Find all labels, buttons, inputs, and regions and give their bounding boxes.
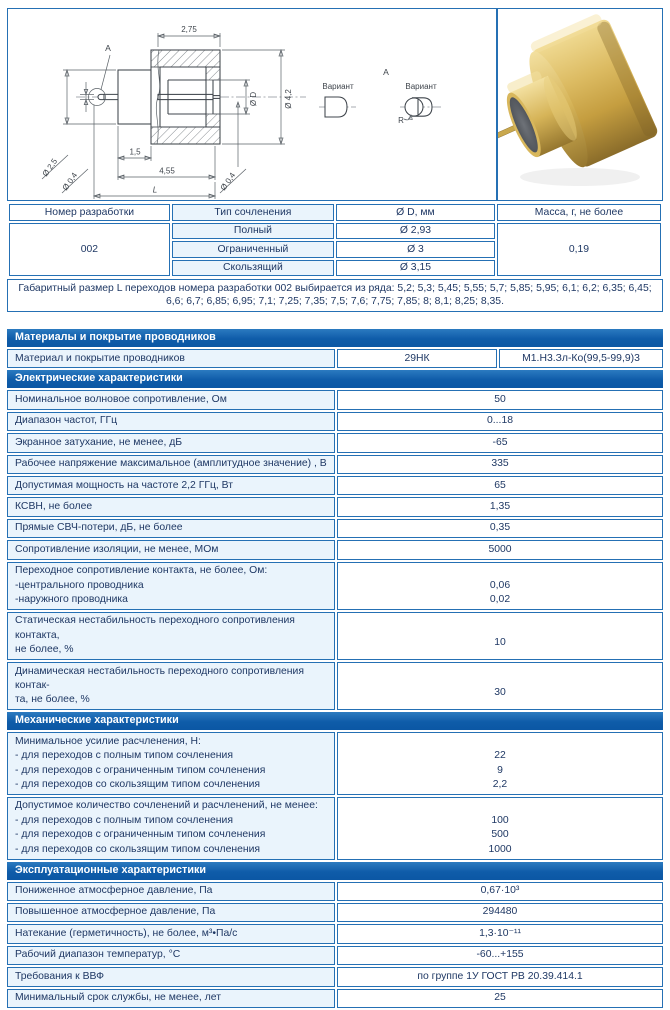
spec-row bbox=[7, 497, 663, 516]
spec-label-line: -наружного проводника bbox=[15, 593, 128, 605]
spec-label bbox=[7, 476, 335, 495]
spec-value-line bbox=[345, 564, 655, 578]
spec-label-line: не более, % bbox=[15, 644, 74, 656]
spec-label-line: Номинальное волновое сопротивление, Ом bbox=[15, 393, 227, 405]
spec-label-line: Материал и покрытие проводников bbox=[15, 352, 185, 364]
spec-value-cell: 29НК bbox=[337, 349, 497, 368]
spec-value bbox=[337, 946, 663, 965]
spec-value bbox=[337, 967, 663, 986]
section-header: Электрические характеристики bbox=[7, 370, 663, 388]
spec-label-line: Динамическая нестабильность переходного сопротивления контак- bbox=[15, 665, 304, 691]
dim-dia-04-right: Ø 0,4 bbox=[218, 170, 238, 193]
spec-value-line: 500 bbox=[491, 829, 509, 841]
spec-row bbox=[7, 903, 663, 922]
spec-value-line: 5000 bbox=[488, 543, 512, 555]
spec-label bbox=[7, 662, 335, 710]
connector-photo bbox=[498, 9, 662, 199]
coupling-type-cell: Полный bbox=[172, 223, 334, 240]
spec-label bbox=[7, 732, 335, 795]
dim-dia-25: Ø 2,5 bbox=[40, 156, 60, 179]
diameter-cell: Ø 3,15 bbox=[336, 260, 495, 277]
spec-label bbox=[7, 390, 335, 409]
spec-value-line: 1,35 bbox=[489, 500, 511, 512]
spec-value bbox=[337, 797, 663, 860]
spec-label-line: КСВН, не более bbox=[15, 500, 93, 512]
spec-value bbox=[337, 455, 663, 474]
spec-row bbox=[7, 412, 663, 431]
spec-value-line: 0...18 bbox=[487, 415, 513, 427]
spec-value-line bbox=[345, 622, 655, 636]
spec-value-line: 0,02 bbox=[489, 593, 511, 605]
spec-label-line: Допустимая мощность на частоте 2,2 ГГц, Вт bbox=[15, 479, 234, 491]
spec-value-line: -65 bbox=[492, 436, 508, 448]
variant2-label: Вариант bbox=[405, 82, 437, 91]
view-a-label: А bbox=[383, 67, 389, 77]
dim-l: L bbox=[152, 185, 158, 195]
spec-label-line: Требования к ВВФ bbox=[15, 970, 105, 982]
spec-label bbox=[7, 882, 335, 901]
spec-label bbox=[7, 903, 335, 922]
spec-value-line: 65 bbox=[494, 479, 506, 491]
spec-value-line: 2,2 bbox=[492, 779, 508, 791]
spec-row bbox=[7, 612, 663, 660]
note-line-1: Габаритный размер L переходов номера разработки 002 выбирается из ряда: 5,2; 5,3; 5,45; 5,55; 5,7; 5,85; 5,95; 6,1; 6,2; 6,35; 6,45; bbox=[18, 283, 652, 294]
coupling-type-cell: Скользящий bbox=[172, 260, 334, 277]
spec-label bbox=[7, 967, 335, 986]
spec-label-line: Допустимое количество сочленений и расчленений, не менее: bbox=[15, 800, 318, 812]
spec-row bbox=[7, 882, 663, 901]
spec-label-line: Экранное затухание, не менее, дБ bbox=[15, 436, 183, 448]
spec-value bbox=[337, 662, 663, 710]
spec-label bbox=[7, 540, 335, 559]
spec-row bbox=[7, 989, 663, 1008]
spec-label bbox=[7, 562, 335, 610]
spec-value-line: 10 bbox=[494, 636, 506, 648]
spec-label-line: Сопротивление изоляции, не менее, МОм bbox=[15, 543, 219, 555]
spec-row bbox=[7, 540, 663, 559]
spec-value-cell: М1.Н3.Зл-Ко(99,5-99,9)3 bbox=[499, 349, 663, 368]
dim-dia-d: Ø D bbox=[249, 91, 258, 107]
spec-label-line: Минимальное усилие расчленения, Н: bbox=[15, 735, 201, 747]
section-header: Эксплуатационные характеристики bbox=[7, 862, 663, 880]
summary-header-cell: Масса, г, не более bbox=[497, 204, 661, 221]
spec-value-line: 1,3·10⁻¹¹ bbox=[479, 927, 521, 939]
spec-label-line: Переходное сопротивление контакта, не более, Ом: bbox=[15, 565, 268, 577]
spec-value bbox=[337, 497, 663, 516]
spec-label-line: Прямые СВЧ-потери, дБ, не более bbox=[15, 522, 183, 534]
spec-label-line: Рабочий диапазон температур, °С bbox=[15, 949, 181, 961]
dim-275: 2,75 bbox=[181, 25, 197, 34]
spec-value-line: 30 bbox=[494, 687, 506, 699]
spec-label-line: -центрального проводника bbox=[15, 579, 144, 591]
spec-label-line: Натекание (герметичность), не более, м³•Па/с bbox=[15, 927, 238, 939]
spec-value-line bbox=[345, 799, 655, 813]
spec-label bbox=[7, 412, 335, 431]
spec-value bbox=[337, 882, 663, 901]
radius-label: R bbox=[398, 116, 404, 125]
spec-value bbox=[337, 612, 663, 660]
spec-label bbox=[7, 433, 335, 452]
spec-value-line bbox=[345, 735, 655, 749]
drawing-box bbox=[7, 8, 663, 201]
spec-row bbox=[7, 349, 663, 368]
note-box bbox=[7, 279, 663, 312]
spec-row bbox=[7, 924, 663, 943]
spec-sections bbox=[7, 329, 663, 1008]
spec-value bbox=[337, 903, 663, 922]
section-header: Механические характеристики bbox=[7, 712, 663, 730]
spec-row bbox=[7, 433, 663, 452]
diameter-cell: Ø 2,93 bbox=[336, 223, 495, 240]
spec-value-line: 9 bbox=[497, 764, 503, 776]
spec-value-line: 22 bbox=[494, 750, 506, 762]
spec-label-line: Диапазон частот, ГГц bbox=[15, 415, 118, 427]
section-header: Материалы и покрытие проводников bbox=[7, 329, 663, 347]
spec-value bbox=[337, 562, 663, 610]
spec-row bbox=[7, 797, 663, 860]
spec-label-line: - для переходов с ограниченным типом сочленения bbox=[15, 829, 266, 841]
spec-label-line: - для переходов со скользящим типом сочленения bbox=[15, 843, 261, 855]
spec-label bbox=[7, 797, 335, 860]
spec-row bbox=[7, 562, 663, 610]
datasheet-content bbox=[7, 8, 663, 1010]
spec-value-line: 25 bbox=[494, 992, 506, 1004]
spec-value-line: 0,35 bbox=[489, 522, 511, 534]
spec-label-line: Статическая нестабильность переходного сопротивления контакта, bbox=[15, 615, 295, 641]
spec-value-line: 100 bbox=[491, 814, 509, 826]
spec-row bbox=[7, 455, 663, 474]
spec-value bbox=[337, 924, 663, 943]
summary-header-cell: Тип сочленения bbox=[172, 204, 334, 221]
spec-value-line: -60...+155 bbox=[476, 949, 524, 961]
spec-label bbox=[7, 946, 335, 965]
dim-dia-42: Ø 4,2 bbox=[284, 89, 293, 109]
spec-label-line: Рабочее напряжение максимальное (амплитудное значение) , В bbox=[15, 458, 327, 470]
spec-value bbox=[337, 433, 663, 452]
spec-value-line: 335 bbox=[491, 458, 509, 470]
spec-value bbox=[337, 476, 663, 495]
dim-455: 4,55 bbox=[159, 166, 175, 176]
spec-label bbox=[7, 612, 335, 660]
spec-value bbox=[337, 412, 663, 431]
spec-value bbox=[337, 540, 663, 559]
dev-number-cell: 002 bbox=[9, 223, 170, 277]
spec-row bbox=[7, 946, 663, 965]
spec-label bbox=[7, 349, 335, 368]
spec-value-line: 0,06 bbox=[489, 579, 511, 591]
spec-value-line: 50 bbox=[494, 393, 506, 405]
spec-label-line: - для переходов с ограниченным типом сочленения bbox=[15, 764, 266, 776]
summary-header-cell: Ø D, мм bbox=[336, 204, 495, 221]
callout-a-label: А bbox=[105, 43, 111, 53]
spec-row bbox=[7, 390, 663, 409]
spec-value-line: 1000 bbox=[488, 843, 512, 855]
summary-table bbox=[7, 202, 663, 278]
spec-label-line: та, не более, % bbox=[15, 694, 90, 706]
dim-15: 1,5 bbox=[129, 147, 141, 157]
spec-label bbox=[7, 989, 335, 1008]
summary-header-cell: Номер разработки bbox=[9, 204, 170, 221]
mass-cell: 0,19 bbox=[497, 223, 661, 277]
diameter-cell: Ø 3 bbox=[336, 241, 495, 258]
summary-row bbox=[9, 223, 661, 240]
spec-label-line: Минимальный срок службы, не менее, лет bbox=[15, 992, 221, 1004]
spec-value bbox=[337, 732, 663, 795]
dim-dia-04-left: Ø 0,4 bbox=[60, 170, 80, 193]
spec-label bbox=[7, 455, 335, 474]
spec-value bbox=[337, 989, 663, 1008]
spec-row bbox=[7, 967, 663, 986]
summary-header-row bbox=[9, 204, 661, 221]
spec-label-line: Пониженное атмосферное давление, Па bbox=[15, 885, 213, 897]
spec-label bbox=[7, 497, 335, 516]
spec-row bbox=[7, 732, 663, 795]
spec-label bbox=[7, 924, 335, 943]
spec-value bbox=[337, 390, 663, 409]
spec-label-line: - для переходов с полным типом сочленения bbox=[15, 814, 233, 826]
spec-value-line: по группе 1У ГОСТ РВ 20.39.414.1 bbox=[417, 970, 583, 982]
spec-label-line: - для переходов с полным типом сочленения bbox=[15, 750, 233, 762]
spec-row bbox=[7, 519, 663, 538]
spec-label-line: - для переходов со скользящим типом сочленения bbox=[15, 779, 261, 791]
spec-label bbox=[7, 519, 335, 538]
spec-label-line: Повышенное атмосферное давление, Па bbox=[15, 906, 216, 918]
spec-value-line: 294480 bbox=[482, 906, 518, 918]
spec-value-line: 0,67·10³ bbox=[480, 885, 520, 897]
spec-value bbox=[337, 519, 663, 538]
technical-drawing bbox=[8, 9, 496, 199]
note-line-2: 6,6; 6,7; 6,85; 6,95; 7,1; 7,25; 7,35; 7,5; 7,6; 7,75; 7,85; 8; 8,1; 8,25; 8,35. bbox=[166, 296, 504, 307]
spec-row bbox=[7, 662, 663, 710]
spec-row bbox=[7, 476, 663, 495]
spec-value-line bbox=[345, 672, 655, 686]
coupling-type-cell: Ограниченный bbox=[172, 241, 334, 258]
variant1-label: Вариант bbox=[322, 82, 354, 91]
